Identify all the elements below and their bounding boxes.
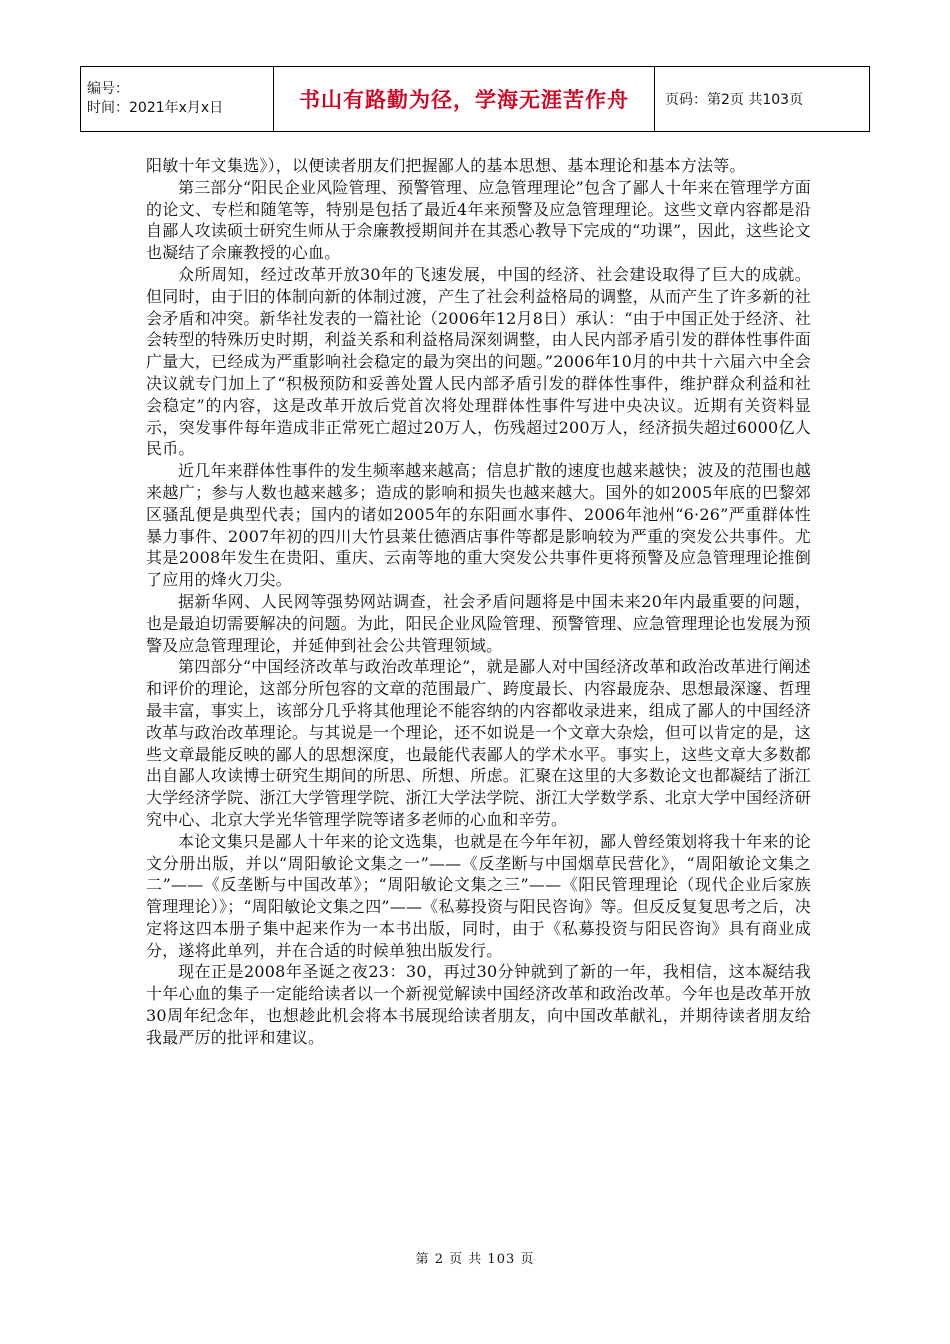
paragraph: 阳敏十年文集选》），以便读者朋友们把握鄙人的基本思想、基本理论和基本方法等。 — [146, 156, 746, 175]
header-meta — [81, 67, 274, 132]
paragraph: 近几年来群体性事件的发生频率越来越高；信息扩散的速度也越来越快；波及的范围也越来越广；参与人数也越来越多；造成的影响和损失也越来越大。国外的如2005年底的巴黎郊区骚乱便是典型代表；国内的诸如2005年的东阳画水事件、2006年池州“6·26”严重群体性暴力事件、2007年初的四川大竹县莱仕德酒店事件等都是影响较为严重的突发公共事件。尤其是2008年发生在贵阳、重庆、云南等地的重大突发公共事件更将预警及应急管理理论推倒了应用的烽火刀尖。 — [146, 461, 811, 590]
header-page-info: 页码：第2页 共103页 — [655, 67, 870, 132]
paragraph: 第三部分“阳民企业风险管理、预警管理、应急管理理论”包含了鄙人十年来在管理学方面的论文、专栏和随笔等，特别是包括了最近4年来预警及应急管理理论。这些文章内容都是沿自鄙人攻读硕士研究生师从于佘廉教授期间并在其悉心教导下完成的“功课”，因此，这些论文也凝结了佘廉教授的心血。 — [146, 177, 811, 263]
document-number-label: 编号： — [87, 81, 129, 97]
page-header — [80, 66, 870, 132]
document-body — [146, 155, 811, 1049]
paragraph: 众所周知，经过改革开放30年的飞速发展，中国的经济、社会建设取得了巨大的成就。但同时，由于旧的体制向新的体制过渡，产生了社会利益格局的调整，从而产生了许多新的社会矛盾和冲突。新华社发表的一篇社论（2006年12月8日）承认：“由于中国正处于经济、社会转型的特殊历史时期，利益关系和利益格局深刻调整，由人民内部矛盾引发的群体性事件面广量大，已经成为严重影响社会稳定的最为突出的问题。”2006年10月的中共十六届六中全会决议就专门加上了“积极预防和妥善处置人民内部矛盾引发的群体性事件，维护群众利益和社会稳定”的内容，这是改革开放后党首次将处理群体性事件写进中央决议。近期有关资料显示，突发事件每年造成非正常死亡超过20万人，伤残超过200万人，经济损失超过6000亿人民币。 — [146, 264, 811, 459]
paragraph: 第四部分“中国经济改革与政治改革理论”，就是鄙人对中国经济改革和政治改革进行阐述和评价的理论，这部分所包容的文章的范围最广、跨度最长、内容最庞杂、思想最深邃、哲理最丰富，事实上，该部分几乎将其他理论不能容纳的内容都收录进来，组成了鄙人的中国经济改革与政治改革理论。与其说是一个理论，还不如说是一个文章大杂烩，但可以肯定的是，这些文章最能反映的鄙人的思想深度，也最能代表鄙人的学术水平。事实上，这些文章大多数都出自鄙人攻读博士研究生期间的所思、所想、所虑。汇聚在这里的大多数论文也都凝结了浙江大学经济学院、浙江大学管理学院、浙江大学法学院、浙江大学数学系、北京大学中国经济研究中心、北京大学光华管理学院等诸多老师的心血和辛劳。 — [146, 657, 811, 829]
header-motto: 书山有路勤为径，学海无涯苦作舟 — [274, 67, 655, 132]
document-date-label: 时间：2021年x月x日 — [87, 100, 224, 116]
paragraph: 本论文集只是鄙人十年来的论文选集，也就是在今年年初，鄙人曾经策划将我十年来的论文分册出版，并以“周阳敏论文集之一”——《反垄断与中国烟草民营化》，“周阳敏论文集之二”——《反垄断与中国改革》；“周阳敏论文集之三”——《阳民管理理论（现代企业后家族管理理论）》；“周阳敏论文集之四”——《私募投资与阳民咨询》等。但反反复复思考之后，决定将这四本册子集中起来作为一本书出版，同时，由于《私募投资与阳民咨询》具有商业成分，遂将此单列，并在合适的时候单独出版发行。 — [146, 831, 811, 960]
paragraph: 据新华网、人民网等强势网站调查，社会矛盾问题将是中国未来20年内最重要的问题，也是最迫切需要解决的问题。为此，阳民企业风险管理、预警管理、应急管理理论也发展为预警及应急管理理论，并延伸到社会公共管理领域。 — [146, 591, 811, 655]
page-footer: 第 2 页 共 103 页 — [415, 1252, 535, 1267]
paragraph: 现在正是2008年圣诞之夜23：30，再过30分钟就到了新的一年，我相信，这本凝结我十年心血的集子一定能给读者以一个新视觉解读中国经济改革和政治改革。今年也是改革开放30周年纪念年，也想趁此机会将本书展现给读者朋友，向中国改革献礼，并期待读者朋友给我最严厉的批评和建议。 — [146, 962, 811, 1047]
